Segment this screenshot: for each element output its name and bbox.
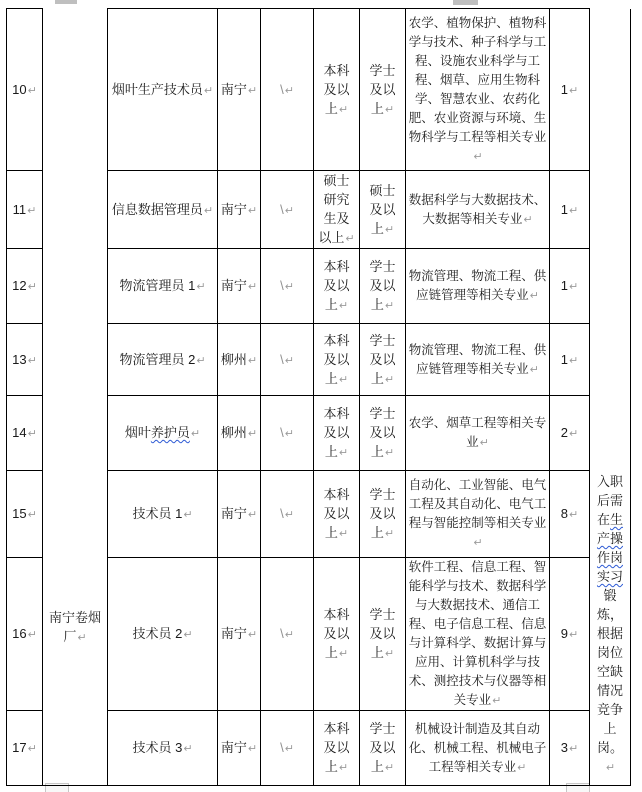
paragraph-mark-icon: ↵ bbox=[284, 508, 294, 521]
text: 本科及以上 bbox=[323, 487, 350, 540]
text: 学士及以上 bbox=[369, 332, 396, 386]
paragraph-mark-icon: ↵ bbox=[384, 527, 395, 540]
paragraph-mark-icon: ↵ bbox=[473, 149, 483, 163]
paragraph-mark-icon: ↵ bbox=[77, 631, 87, 644]
cell-row-number bbox=[7, 9, 43, 171]
cell-row-number bbox=[7, 171, 43, 249]
cell-degree bbox=[360, 711, 406, 786]
cell-degree bbox=[360, 249, 406, 324]
text: 8 bbox=[560, 506, 568, 521]
text: 农学、植物保护、植物科学与技术、种子科学与工程、设施农业科学与工程、烟草、应用生物科学、智慧农业、农药化肥、农业资源与环境、生物科学与工程等相关专业 bbox=[408, 15, 547, 144]
text: 养护员 bbox=[150, 425, 190, 440]
paragraph-mark-icon: ↵ bbox=[247, 742, 258, 755]
paragraph-mark-icon: ↵ bbox=[384, 102, 395, 116]
text: 烟叶生产技术员 bbox=[111, 81, 203, 97]
text: 南宁卷烟厂 bbox=[48, 610, 101, 644]
paragraph-mark-icon: ↵ bbox=[384, 299, 395, 312]
cell-placeholder bbox=[261, 558, 314, 711]
paragraph-mark-icon: ↵ bbox=[247, 508, 258, 521]
text: 生产操作岗实习 bbox=[596, 512, 624, 584]
cell-position bbox=[108, 324, 218, 396]
text: 入职后需在 bbox=[596, 474, 623, 527]
cell-count bbox=[550, 396, 590, 471]
text: 10 bbox=[12, 81, 27, 97]
text: 学士及以上 bbox=[369, 62, 396, 116]
paragraph-mark-icon: ↵ bbox=[247, 427, 258, 440]
cell-position bbox=[108, 171, 218, 249]
text: 信息数据管理员 bbox=[111, 201, 203, 217]
cell-degree bbox=[360, 396, 406, 471]
paragraph-mark-icon: ↵ bbox=[196, 280, 206, 293]
text: 南宁 bbox=[220, 506, 247, 521]
paragraph-mark-icon: ↵ bbox=[190, 427, 201, 440]
cell-major bbox=[406, 171, 550, 249]
paragraph-mark-icon: ↵ bbox=[27, 353, 37, 367]
table-row bbox=[7, 9, 631, 171]
paragraph-mark-icon: ↵ bbox=[384, 372, 395, 386]
text: 技术员 3 bbox=[132, 740, 183, 755]
cell-placeholder bbox=[261, 471, 314, 558]
text: 1 bbox=[560, 81, 568, 97]
cell-location bbox=[218, 558, 261, 711]
paragraph-mark-icon: ↵ bbox=[384, 761, 395, 774]
text: 机械设计制造及其自动化、机械工程、机械电子工程等相关专业 bbox=[408, 721, 547, 774]
text: 学士及以上 bbox=[369, 607, 396, 660]
text: 技术员 2 bbox=[132, 626, 183, 641]
cell-education bbox=[314, 711, 360, 786]
text: 本科及以上 bbox=[323, 721, 350, 774]
cell-education bbox=[314, 249, 360, 324]
paragraph-mark-icon: ↵ bbox=[523, 212, 533, 226]
text: 12 bbox=[12, 278, 27, 293]
text: 1 bbox=[560, 201, 568, 217]
page-edge-artifact bbox=[453, 0, 478, 5]
cell-location bbox=[218, 9, 261, 171]
text: 技术员 1 bbox=[132, 506, 183, 521]
paragraph-mark-icon: ↵ bbox=[284, 628, 294, 641]
paragraph-mark-icon: ↵ bbox=[529, 289, 539, 302]
text: 物流管理、物流工程、供应链管理等相关专业 bbox=[408, 269, 547, 302]
paragraph-mark-icon: ↵ bbox=[247, 628, 258, 641]
cell-education bbox=[314, 396, 360, 471]
cell-location bbox=[218, 249, 261, 324]
cell-location bbox=[218, 471, 261, 558]
cell-major bbox=[406, 558, 550, 711]
text: 2 bbox=[560, 425, 568, 440]
paragraph-mark-icon: ↵ bbox=[27, 83, 37, 97]
text: 9 bbox=[560, 626, 568, 641]
cell-row-number bbox=[7, 396, 43, 471]
page-edge-artifact bbox=[55, 0, 77, 4]
paragraph-mark-icon: ↵ bbox=[384, 446, 395, 459]
text: 学士及以上 bbox=[369, 487, 396, 540]
cell-degree bbox=[360, 558, 406, 711]
cell-count bbox=[550, 711, 590, 786]
paragraph-mark-icon: ↵ bbox=[473, 536, 483, 549]
cell-position bbox=[108, 558, 218, 711]
cell-education bbox=[314, 558, 360, 711]
unit-text bbox=[46, 608, 104, 647]
cell-location bbox=[218, 324, 261, 396]
paragraph-mark-icon: ↵ bbox=[338, 102, 349, 116]
text: 本科及以上 bbox=[323, 332, 350, 386]
paragraph-mark-icon: ↵ bbox=[284, 742, 294, 755]
paragraph-mark-icon: ↵ bbox=[247, 353, 258, 367]
paragraph-mark-icon: ↵ bbox=[196, 353, 206, 367]
cell-education bbox=[314, 324, 360, 396]
text: 14 bbox=[12, 425, 27, 440]
paragraph-mark-icon: ↵ bbox=[27, 280, 37, 293]
paragraph-mark-icon: ↵ bbox=[605, 761, 616, 774]
text: 南宁 bbox=[220, 740, 247, 755]
text: 15 bbox=[12, 506, 27, 521]
text: 11 bbox=[12, 201, 27, 217]
paragraph-mark-icon: ↵ bbox=[338, 446, 349, 459]
text: 17 bbox=[12, 740, 27, 755]
text: 本科及以上 bbox=[323, 607, 350, 660]
cell-location bbox=[218, 396, 261, 471]
text: 烟叶 bbox=[124, 425, 151, 440]
paragraph-mark-icon: ↵ bbox=[27, 628, 37, 641]
paragraph-mark-icon: ↵ bbox=[338, 647, 349, 660]
paragraph-mark-icon: ↵ bbox=[384, 647, 395, 660]
text: 南宁 bbox=[220, 81, 247, 97]
job-table-body bbox=[7, 9, 631, 786]
text: \ bbox=[280, 201, 284, 217]
paragraph-mark-icon: ↵ bbox=[517, 760, 527, 774]
text: 物流管理员 2 bbox=[119, 351, 196, 367]
cell-placeholder bbox=[261, 249, 314, 324]
cell-count bbox=[550, 249, 590, 324]
text: \ bbox=[280, 81, 284, 97]
text: 硕士研究生及以上 bbox=[318, 173, 350, 245]
text: 物流管理、物流工程、供应链管理等相关专业 bbox=[408, 342, 547, 376]
cell-position bbox=[108, 711, 218, 786]
cell-row-number bbox=[7, 471, 43, 558]
cell-remark bbox=[590, 9, 631, 786]
text: 3 bbox=[560, 740, 568, 755]
cell-count bbox=[550, 9, 590, 171]
job-table bbox=[6, 8, 631, 786]
paragraph-mark-icon: ↵ bbox=[284, 83, 294, 97]
paragraph-mark-icon: ↵ bbox=[492, 694, 502, 707]
remark-text bbox=[592, 472, 628, 777]
cell-major bbox=[406, 471, 550, 558]
cell-count bbox=[550, 558, 590, 711]
paragraph-mark-icon: ↵ bbox=[183, 508, 193, 521]
paragraph-mark-icon: ↵ bbox=[284, 427, 294, 440]
text: 学士及以上 bbox=[369, 406, 396, 459]
paragraph-mark-icon: ↵ bbox=[203, 203, 214, 217]
paragraph-mark-icon: ↵ bbox=[338, 372, 349, 386]
cell-major bbox=[406, 711, 550, 786]
text: 本科及以上 bbox=[323, 259, 350, 312]
text: 学士及以上 bbox=[369, 721, 396, 774]
text: \ bbox=[280, 506, 284, 521]
paragraph-mark-icon: ↵ bbox=[569, 508, 579, 521]
paragraph-mark-icon: ↵ bbox=[284, 203, 294, 217]
cell-count bbox=[550, 171, 590, 249]
paragraph-mark-icon: ↵ bbox=[247, 203, 258, 217]
paragraph-mark-icon: ↵ bbox=[183, 628, 193, 641]
text: 16 bbox=[12, 626, 27, 641]
cell-degree bbox=[360, 471, 406, 558]
paragraph-mark-icon: ↵ bbox=[479, 436, 489, 449]
text: 硕士及以上 bbox=[369, 182, 396, 236]
paragraph-mark-icon: ↵ bbox=[284, 353, 294, 367]
text: 锻炼，根据岗位空缺情况竞争上岗。 bbox=[596, 588, 623, 755]
text: 自动化、工业智能、电气工程及其自动化、电气工程与智能控制等相关专业 bbox=[408, 478, 547, 530]
cell-education bbox=[314, 471, 360, 558]
text: 本科及以上 bbox=[323, 406, 350, 459]
cell-degree bbox=[360, 171, 406, 249]
cell-education bbox=[314, 171, 360, 249]
paragraph-mark-icon: ↵ bbox=[27, 427, 37, 440]
cell-unit bbox=[43, 9, 108, 786]
text: 13 bbox=[12, 351, 27, 367]
text: 柳州 bbox=[220, 425, 247, 440]
text: 1 bbox=[560, 278, 568, 293]
cell-location bbox=[218, 711, 261, 786]
paragraph-mark-icon: ↵ bbox=[203, 83, 214, 97]
cell-position bbox=[108, 471, 218, 558]
text: \ bbox=[280, 740, 284, 755]
cell-count bbox=[550, 324, 590, 396]
paragraph-mark-icon: ↵ bbox=[27, 508, 37, 521]
cell-location bbox=[218, 171, 261, 249]
paragraph-mark-icon: ↵ bbox=[247, 83, 258, 97]
text: \ bbox=[280, 425, 284, 440]
paragraph-mark-icon: ↵ bbox=[338, 299, 349, 312]
cell-placeholder bbox=[261, 324, 314, 396]
text: 南宁 bbox=[220, 626, 247, 641]
cell-degree bbox=[360, 9, 406, 171]
text: 本科及以上 bbox=[323, 62, 350, 116]
cell-position bbox=[108, 396, 218, 471]
paragraph-mark-icon: ↵ bbox=[569, 280, 579, 293]
text: 学士及以上 bbox=[369, 259, 396, 312]
paragraph-mark-icon: ↵ bbox=[338, 527, 349, 540]
paragraph-mark-icon: ↵ bbox=[569, 628, 579, 641]
text: 1 bbox=[560, 351, 568, 367]
cell-major bbox=[406, 9, 550, 171]
paragraph-mark-icon: ↵ bbox=[569, 742, 579, 755]
paragraph-mark-icon: ↵ bbox=[569, 203, 579, 217]
paragraph-mark-icon: ↵ bbox=[569, 353, 579, 367]
text: 软件工程、信息工程、智能科学与技术、数据科学与大数据技术、通信工程、电子信息工程、信息与计算科学、数据计算与应用、计算机科学与技术、测控技术与仪器等相关专业 bbox=[408, 560, 547, 707]
cell-position bbox=[108, 249, 218, 324]
cell-position bbox=[108, 9, 218, 171]
cell-count bbox=[550, 471, 590, 558]
cell-major bbox=[406, 324, 550, 396]
text: \ bbox=[280, 278, 284, 293]
text: \ bbox=[280, 626, 284, 641]
text: 物流管理员 1 bbox=[119, 278, 196, 293]
cell-row-number bbox=[7, 711, 43, 786]
paragraph-mark-icon: ↵ bbox=[27, 203, 37, 217]
cell-major bbox=[406, 396, 550, 471]
paragraph-mark-icon: ↵ bbox=[569, 83, 579, 97]
cell-degree bbox=[360, 324, 406, 396]
cell-row-number bbox=[7, 324, 43, 396]
paragraph-mark-icon: ↵ bbox=[284, 280, 294, 293]
cell-row-number bbox=[7, 249, 43, 324]
paragraph-mark-icon: ↵ bbox=[569, 427, 579, 440]
text: 数据科学与大数据技术、大数据等相关专业 bbox=[408, 192, 547, 226]
paragraph-mark-icon: ↵ bbox=[27, 742, 37, 755]
cell-major bbox=[406, 249, 550, 324]
paragraph-mark-icon: ↵ bbox=[345, 232, 355, 245]
cell-placeholder bbox=[261, 711, 314, 786]
paragraph-mark-icon: ↵ bbox=[247, 280, 258, 293]
paragraph-mark-icon: ↵ bbox=[529, 362, 539, 376]
paragraph-mark-icon: ↵ bbox=[338, 761, 349, 774]
text: 农学、烟草工程等相关专业 bbox=[408, 416, 547, 449]
cell-education bbox=[314, 9, 360, 171]
paragraph-mark-icon: ↵ bbox=[183, 742, 193, 755]
cell-placeholder bbox=[261, 9, 314, 171]
cell-placeholder bbox=[261, 171, 314, 249]
text: 南宁 bbox=[220, 201, 247, 217]
paragraph-mark-icon: ↵ bbox=[384, 222, 395, 236]
cell-row-number bbox=[7, 558, 43, 711]
text: \ bbox=[280, 351, 284, 367]
cell-placeholder bbox=[261, 396, 314, 471]
text: 柳州 bbox=[220, 351, 247, 367]
text: 南宁 bbox=[220, 278, 247, 293]
